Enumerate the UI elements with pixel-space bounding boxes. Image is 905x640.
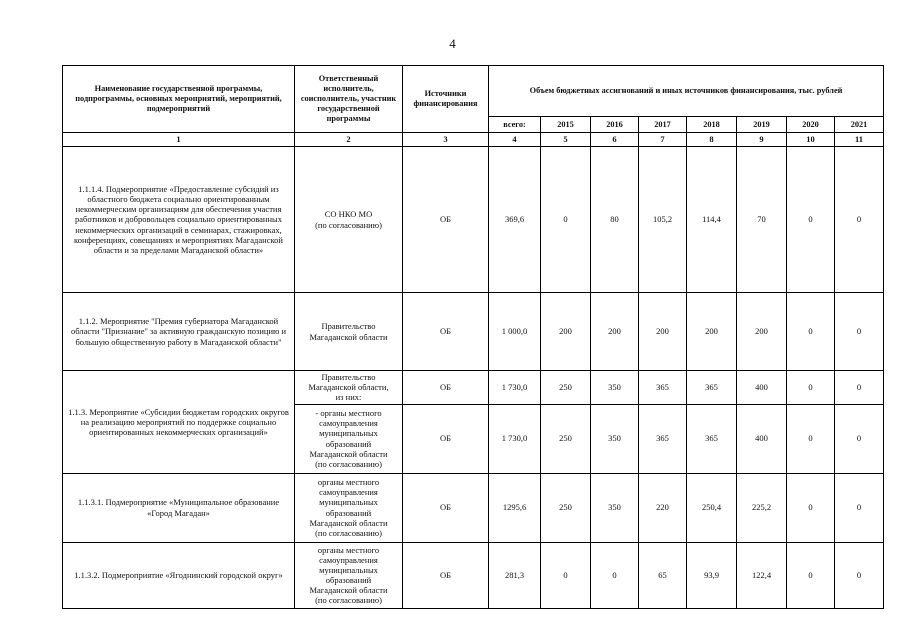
- column-number: 2: [295, 133, 403, 147]
- column-number: 6: [591, 133, 639, 147]
- row-value-2021: 0: [835, 371, 884, 405]
- row-value-2018: 93,9: [687, 542, 737, 608]
- row-value-2017: 105,2: [639, 147, 687, 293]
- row-value-2017: 65: [639, 542, 687, 608]
- row-executor: - органы местного самоуправления муниципальных образований Магаданской области (по согласованию): [295, 404, 403, 473]
- row-value-2018: 365: [687, 404, 737, 473]
- row-source: ОБ: [403, 293, 489, 371]
- row-name: 1.1.2. Мероприятие "Премия губернатора Магаданской области "Признание" за активную гражданскую позицию и большую общественную работу в Магаданской области": [63, 293, 295, 371]
- row-value-total: 1 730,0: [489, 404, 541, 473]
- column-number: 3: [403, 133, 489, 147]
- header-year-2016: 2016: [591, 117, 639, 133]
- table-row: [63, 293, 884, 371]
- header-volume: Объем бюджетных ассигнований и иных источников финансирования, тыс. рублей: [489, 66, 884, 117]
- table-row: [63, 147, 884, 293]
- row-value-2020: 0: [787, 404, 835, 473]
- page-number: 4: [449, 36, 456, 51]
- row-name: 1.1.3. Мероприятие «Субсидии бюджетам городских округов на реализацию мероприятий по поддержке социально ориентированных некоммерческих организаций»: [63, 371, 295, 474]
- column-number: 11: [835, 133, 884, 147]
- header-year-2015: 2015: [541, 117, 591, 133]
- row-value-2018: 114,4: [687, 147, 737, 293]
- row-value-2020: 0: [787, 542, 835, 608]
- row-value-2021: 0: [835, 293, 884, 371]
- row-value-total: 1 000,0: [489, 293, 541, 371]
- column-number-row: [63, 133, 884, 147]
- row-value-total: 369,6: [489, 147, 541, 293]
- row-value-2018: 200: [687, 293, 737, 371]
- row-value-2016: 350: [591, 473, 639, 542]
- row-value-2016: 350: [591, 371, 639, 405]
- row-value-2021: 0: [835, 404, 884, 473]
- header-year-2018: 2018: [687, 117, 737, 133]
- budget-table: [62, 65, 884, 609]
- table-row: [63, 542, 884, 608]
- row-value-2016: 200: [591, 293, 639, 371]
- row-value-2019: 70: [737, 147, 787, 293]
- row-value-total: 1 730,0: [489, 371, 541, 405]
- row-value-2019: 225,2: [737, 473, 787, 542]
- row-value-2020: 0: [787, 473, 835, 542]
- column-number: 4: [489, 133, 541, 147]
- row-source: ОБ: [403, 404, 489, 473]
- row-value-2019: 400: [737, 404, 787, 473]
- row-value-2015: 250: [541, 404, 591, 473]
- row-name: 1.1.3.1. Подмероприятие «Муниципальное образование «Город Магадан»: [63, 473, 295, 542]
- row-value-2016: 80: [591, 147, 639, 293]
- row-value-2018: 250,4: [687, 473, 737, 542]
- column-number: 10: [787, 133, 835, 147]
- header-year-2017: 2017: [639, 117, 687, 133]
- column-number: 5: [541, 133, 591, 147]
- row-value-2016: 350: [591, 404, 639, 473]
- row-value-2020: 0: [787, 371, 835, 405]
- row-value-total: 281,3: [489, 542, 541, 608]
- header-name: Наименование государственной программы, подпрограммы, основных мероприятий, мероприятий, подмероприятий: [63, 66, 295, 133]
- row-value-2021: 0: [835, 542, 884, 608]
- row-executor: Правительство Магаданской области, из них:: [295, 371, 403, 405]
- row-value-2017: 365: [639, 404, 687, 473]
- row-value-2019: 200: [737, 293, 787, 371]
- row-value-2016: 0: [591, 542, 639, 608]
- column-number: 8: [687, 133, 737, 147]
- row-value-2017: 200: [639, 293, 687, 371]
- row-executor: органы местного самоуправления муниципальных образований Магаданской области (по согласованию): [295, 473, 403, 542]
- row-value-2020: 0: [787, 293, 835, 371]
- row-name: 1.1.3.2. Подмероприятие «Ягоднинский городской округ»: [63, 542, 295, 608]
- header-year-2021: 2021: [835, 117, 884, 133]
- row-value-total: 1295,6: [489, 473, 541, 542]
- row-executor: СО НКО МО (по согласованию): [295, 147, 403, 293]
- row-source: ОБ: [403, 542, 489, 608]
- row-source: ОБ: [403, 147, 489, 293]
- header-year-total: всего:: [489, 117, 541, 133]
- row-value-2015: 250: [541, 371, 591, 405]
- row-source: ОБ: [403, 371, 489, 405]
- table-row: [63, 371, 884, 405]
- row-value-2021: 0: [835, 147, 884, 293]
- row-value-2015: 0: [541, 147, 591, 293]
- row-value-2020: 0: [787, 147, 835, 293]
- row-value-2017: 365: [639, 371, 687, 405]
- column-number: 9: [737, 133, 787, 147]
- row-executor: органы местного самоуправления муниципальных образований Магаданской области (по согласованию): [295, 542, 403, 608]
- header-year-2020: 2020: [787, 117, 835, 133]
- row-value-2015: 200: [541, 293, 591, 371]
- header-year-2019: 2019: [737, 117, 787, 133]
- row-value-2015: 250: [541, 473, 591, 542]
- column-number: 1: [63, 133, 295, 147]
- row-name: 1.1.1.4. Подмероприятие «Предоставление субсидий из областного бюджета социально ориентированным некоммерческим организациям для обеспечения участия работников и добровольцев социально ориентированных некоммерческих организаций в семинарах, стажировках, конференциях, совещаниях и мероприятиях Магаданской области и за пределами Магаданской области»: [63, 147, 295, 293]
- row-source: ОБ: [403, 473, 489, 542]
- row-value-2019: 122,4: [737, 542, 787, 608]
- row-value-2019: 400: [737, 371, 787, 405]
- row-value-2021: 0: [835, 473, 884, 542]
- row-value-2015: 0: [541, 542, 591, 608]
- header-source: Источники финансирования: [403, 66, 489, 133]
- column-number: 7: [639, 133, 687, 147]
- row-value-2017: 220: [639, 473, 687, 542]
- header-executor: Ответственный исполнитель, соисполнитель, участник государственной программы: [295, 66, 403, 133]
- table-row: [63, 473, 884, 542]
- row-value-2018: 365: [687, 371, 737, 405]
- row-executor: Правительство Магаданской области: [295, 293, 403, 371]
